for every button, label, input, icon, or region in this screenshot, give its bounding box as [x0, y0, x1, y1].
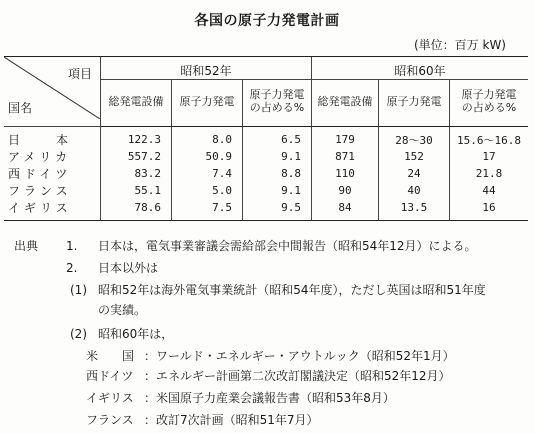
value-cell: 17	[450, 148, 529, 165]
col-total-capacity-1977: 総発電設備	[101, 80, 172, 127]
header-year-1985: 昭和60年	[312, 57, 529, 80]
header-country-label: 国名	[8, 101, 33, 115]
value-cell: 78.6	[101, 199, 172, 221]
table-row	[4, 127, 528, 149]
header-year-1977: 昭和52年	[101, 57, 312, 80]
value-cell: 15.6〜16.8	[450, 127, 529, 149]
source-label: 出典	[14, 239, 39, 253]
value-cell: 9.1	[243, 148, 312, 165]
header-item-label: 項目	[67, 67, 92, 81]
value-cell: 21.8	[450, 165, 529, 182]
unit-label: (単位：百万 kW)	[414, 38, 506, 52]
note-2-2-text: 昭和60年は，	[98, 327, 174, 341]
value-cell: 55.1	[101, 182, 172, 199]
value-cell: 28〜30	[379, 127, 450, 149]
us-source-text: ：ワールド・エネルギー・アウトルック（昭和52年1月）	[144, 349, 455, 363]
value-cell: 179	[312, 127, 379, 149]
value-cell: 40	[379, 182, 450, 199]
value-cell: 557.2	[101, 148, 172, 165]
value-cell: 9.1	[243, 182, 312, 199]
value-cell: 7.4	[172, 165, 243, 182]
col-nuclear-share-1977: 原子力発電の占める%	[243, 80, 312, 127]
uk-source-text: ：米国原子力産業会議報告書（昭和53年8月）	[144, 391, 395, 405]
value-cell: 871	[312, 148, 379, 165]
value-cell: 9.5	[243, 199, 312, 221]
value-cell: 24	[379, 165, 450, 182]
col-nuclear-1977: 原子力発電	[172, 80, 243, 127]
value-cell: 152	[379, 148, 450, 165]
col-nuclear-share-1985: 原子力発電の占める%	[450, 80, 529, 127]
value-cell: 16	[450, 199, 529, 221]
country-cell: フランス	[8, 184, 72, 198]
table-row	[4, 148, 528, 165]
fr-source-label: フランス	[86, 413, 134, 427]
table-row	[4, 199, 528, 221]
table-row	[4, 182, 528, 199]
col-total-capacity-1985: 総発電設備	[312, 80, 379, 127]
nuclear-plan-table	[4, 56, 528, 221]
country-cell: イギリス	[4, 199, 101, 221]
de-source-label: 西ドイツ	[86, 369, 134, 383]
table-row	[4, 165, 528, 182]
value-cell: 122.3	[101, 127, 172, 149]
value-cell: 50.9	[172, 148, 243, 165]
value-cell: 5.0	[172, 182, 243, 199]
value-cell: 7.5	[172, 199, 243, 221]
note-2-1-number: (1)	[70, 283, 87, 297]
country-cell: 西ドイツ	[8, 167, 72, 181]
note-2-1-text: 昭和52年は海外電気事業統計（昭和54年度），ただし英国は昭和51年度	[98, 283, 486, 297]
value-cell: 110	[312, 165, 379, 182]
value-cell: 13.5	[379, 199, 450, 221]
value-cell: 84	[312, 199, 379, 221]
fr-source-text: ：改訂7次計画（昭和51年7月）	[144, 413, 319, 427]
note-1-text: 日本は，電気事業審議会需給部会中間報告（昭和54年12月）による。	[98, 239, 477, 253]
value-cell: 90	[312, 182, 379, 199]
note-2-2-number: (2)	[70, 327, 87, 341]
value-cell: 6.5	[243, 127, 312, 149]
country-cell: 日 本	[8, 133, 73, 147]
note-2-1-text-cont: の実績。	[98, 303, 147, 317]
country-cell: アメリカ	[8, 150, 72, 164]
value-cell: 8.8	[243, 165, 312, 182]
page-title: 各国の原子力発電計画	[194, 13, 340, 29]
value-cell: 8.0	[172, 127, 243, 149]
header-diagonal-cell	[4, 57, 101, 127]
col-nuclear-1985: 原子力発電	[379, 80, 450, 127]
de-source-text: ：エネルギー計画第二次改訂閣議決定（昭和52年12月）	[144, 369, 451, 383]
uk-source-label: イギリス	[86, 391, 134, 405]
note-2-number: 2.	[66, 261, 78, 275]
note-1-number: 1.	[66, 239, 78, 253]
value-cell: 44	[450, 182, 529, 199]
value-cell: 83.2	[101, 165, 172, 182]
us-source-label: 米 国	[86, 349, 135, 363]
note-2-text: 日本以外は	[98, 261, 159, 275]
